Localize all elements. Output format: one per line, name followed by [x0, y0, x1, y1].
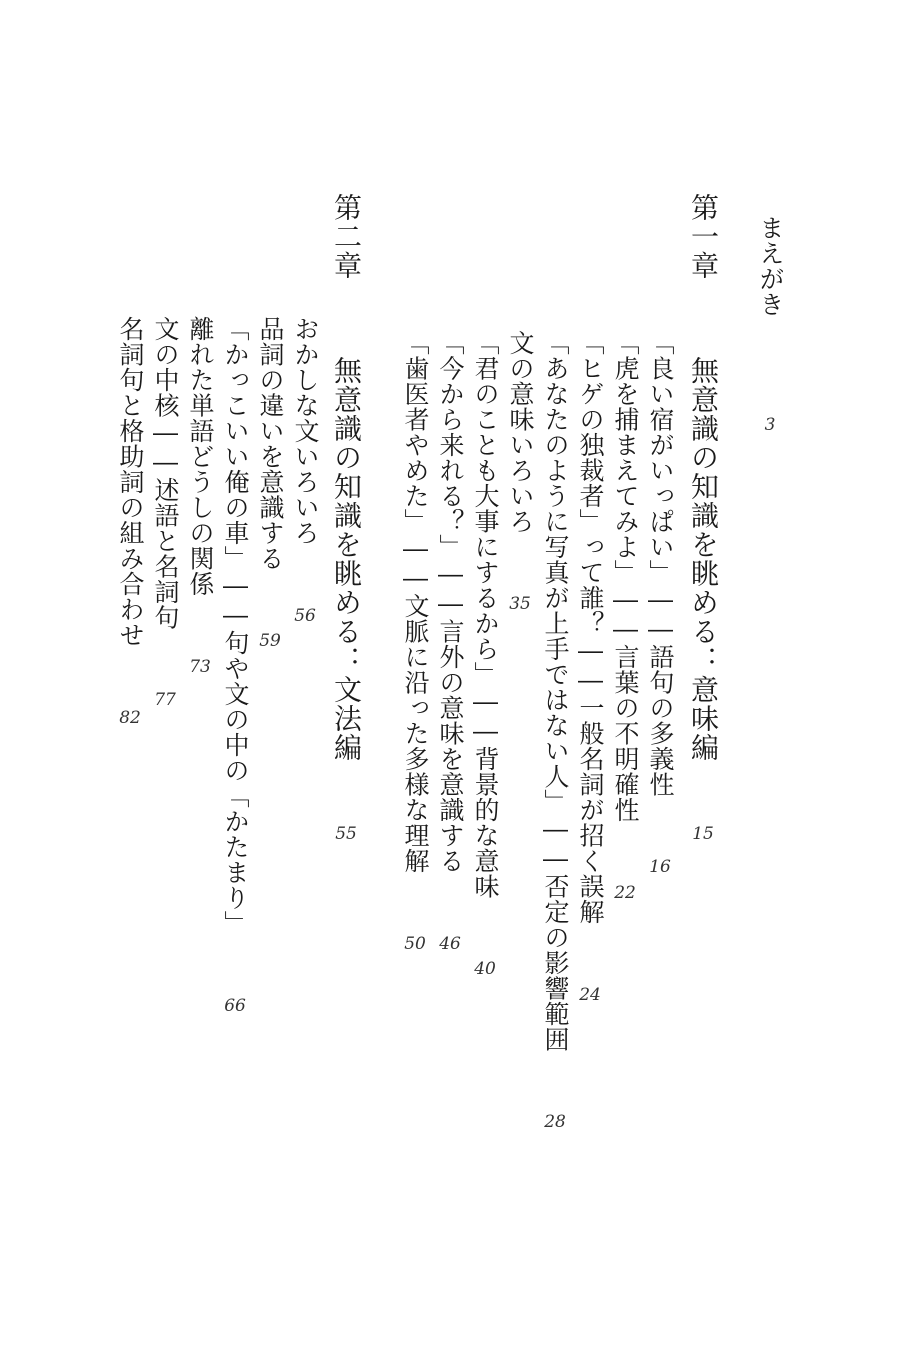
- toc-entry-page: 16: [649, 857, 671, 877]
- toc-entry[interactable]: [613, 330, 638, 902]
- chapter1-page: 15: [692, 824, 714, 844]
- toc-entry-title: 「今から来れる？」――言外の意味を意識する: [436, 330, 465, 874]
- toc-entry[interactable]: [293, 316, 318, 625]
- toc-entry-title: おかしな文いろいろ: [291, 316, 320, 546]
- toc-chapter2-heading[interactable]: [330, 193, 363, 844]
- toc-entry[interactable]: [258, 316, 283, 650]
- toc-entry[interactable]: [153, 316, 178, 709]
- toc-entry-page: 24: [579, 984, 601, 1005]
- toc-entry-title: 文の意味いろいろ: [506, 330, 535, 534]
- toc-entry-page: 46: [439, 933, 461, 954]
- toc-entry[interactable]: [223, 316, 248, 1015]
- toc-preface-page: 3: [764, 415, 776, 435]
- toc-entry-title: 「君のことも大事にするから」――背景的な意味: [471, 330, 500, 899]
- chapter2-label: 第二章: [330, 193, 363, 280]
- toc-entry-title: 「かっこいい俺の車」――句や文の中の「かたまり」: [221, 316, 250, 936]
- toc-entry-title: 離れた単語どうしの関係: [186, 316, 215, 597]
- toc-entry-title: 「あなたのように写真が上手ではない人」――否定の影響範囲: [541, 330, 570, 1052]
- toc-entry-title: 名詞句と格助詞の組み合わせ: [116, 316, 145, 648]
- toc-entry-page: 66: [224, 996, 246, 1016]
- toc-entry[interactable]: [473, 330, 498, 978]
- chapter2-page: 55: [335, 824, 357, 844]
- toc-entry-page: 50: [404, 933, 426, 954]
- toc-entry[interactable]: [403, 330, 428, 953]
- toc-entry-page: 73: [189, 656, 211, 677]
- toc-entry[interactable]: [648, 330, 673, 876]
- toc-entry-title: 品詞の違いを意識する: [256, 316, 285, 571]
- chapter2-title: 無意識の知識を眺める：文法編: [330, 356, 363, 762]
- toc-entry-page: 28: [544, 1112, 566, 1132]
- toc-entry-page: 77: [154, 690, 176, 710]
- toc-entry-title: 「歯医者やめた」――文脈に沿った多様な理解: [401, 330, 430, 874]
- toc-chapter1-heading[interactable]: [687, 193, 720, 844]
- toc-entry-title: 「虎を捕まえてみよ」――言葉の不明確性: [611, 330, 640, 823]
- chapter1-label: 第一章: [687, 193, 720, 280]
- chapter1-title: 無意識の知識を眺める：意味編: [687, 356, 720, 762]
- toc-preface-title: まえがき: [756, 215, 785, 317]
- toc-entry-page: 59: [259, 631, 281, 651]
- toc-preface[interactable]: [758, 215, 783, 434]
- toc-entry-page: 22: [614, 882, 636, 903]
- toc-entry[interactable]: [118, 316, 143, 727]
- toc-entry[interactable]: [508, 330, 533, 613]
- toc-entry-title: 文の中核――述語と名詞句: [151, 316, 180, 630]
- toc-entry-title: 「ヒゲの独裁者」って誰？――一般名詞が招く誤解: [576, 330, 605, 925]
- toc-entry[interactable]: [543, 330, 568, 1131]
- toc-entry-page: 56: [294, 605, 316, 626]
- toc-entry-page: 82: [119, 707, 141, 728]
- toc-entry-page: 40: [474, 959, 496, 979]
- toc-entry[interactable]: [438, 330, 463, 953]
- toc-entry-title: 「良い宿がいっぱい」――語句の多義性: [646, 330, 675, 797]
- toc-entry-page: 35: [509, 594, 531, 614]
- toc-entry[interactable]: [188, 316, 213, 676]
- toc-entry[interactable]: [578, 330, 603, 1004]
